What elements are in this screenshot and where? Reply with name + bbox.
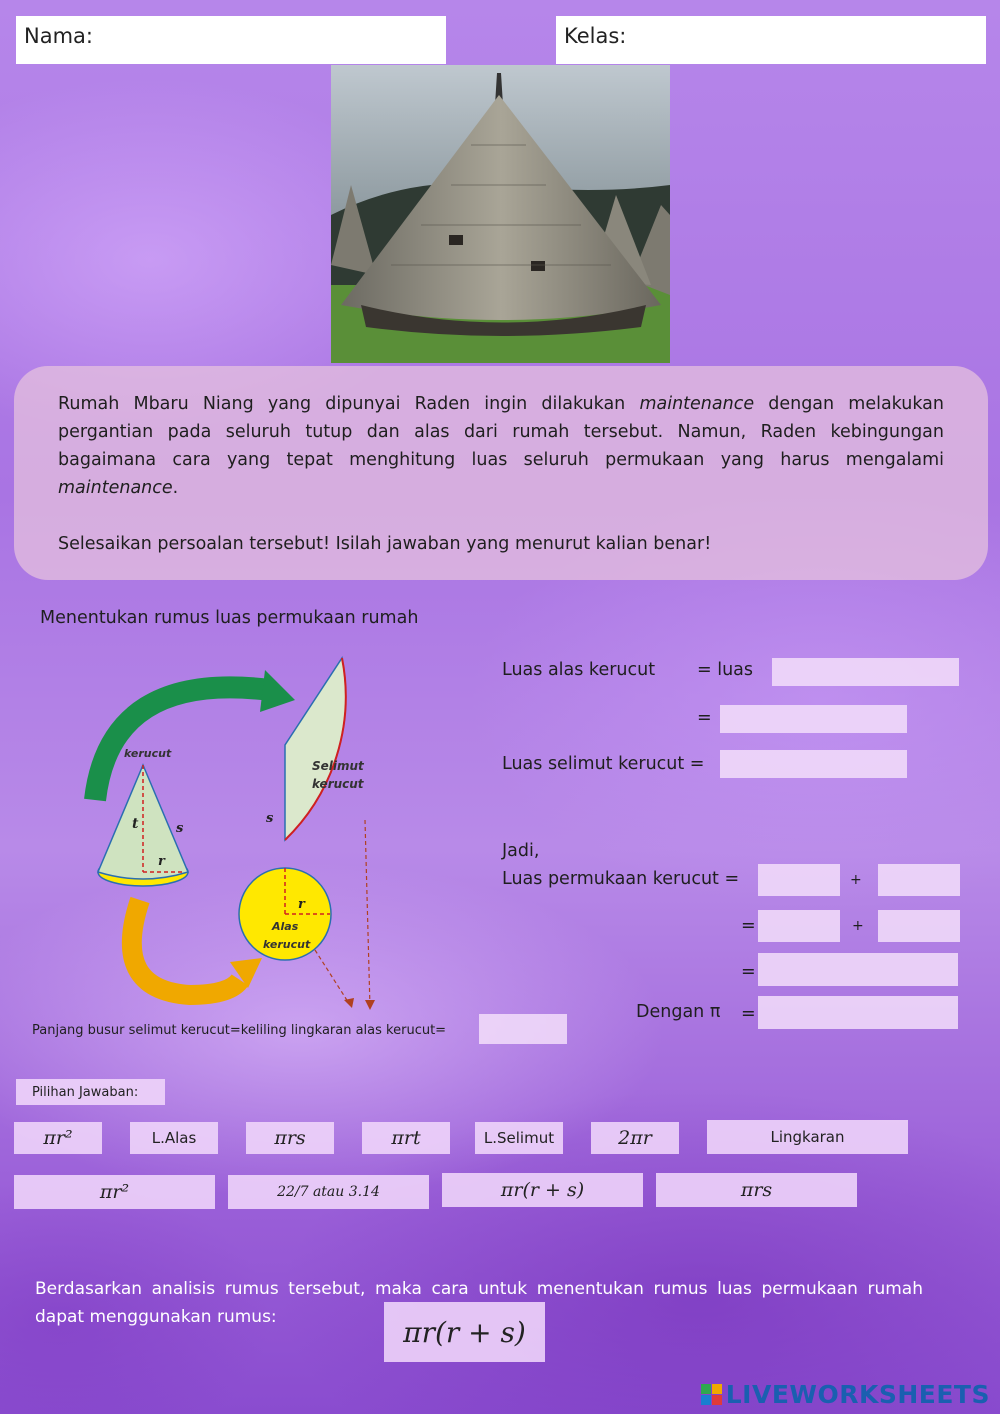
svg-text:r: r bbox=[298, 897, 305, 912]
answer-choices-title: Pilihan Jawaban: bbox=[16, 1079, 165, 1105]
pi-value-input[interactable] bbox=[758, 996, 958, 1029]
conclusion-text: Berdasarkan analisis rumus tersebut, maka cara untuk menentukan rumus luas permukaan rumah dapat menggunakan rumus: bbox=[35, 1279, 923, 1327]
permukaan-input-3[interactable] bbox=[758, 953, 958, 986]
svg-text:s: s bbox=[176, 821, 184, 836]
answer-option[interactable]: L.Alas bbox=[130, 1122, 218, 1154]
instruction-text: Selesaikan persoalan tersebut! Isilah jawaban yang menurut kalian benar! bbox=[58, 534, 712, 554]
answer-option[interactable]: 2πr bbox=[591, 1122, 679, 1154]
answer-option[interactable]: πrs bbox=[246, 1122, 334, 1154]
busur-input[interactable] bbox=[479, 1014, 567, 1044]
equals-sign: = bbox=[697, 708, 712, 728]
story-box bbox=[14, 366, 988, 580]
cone-net-diagram bbox=[80, 650, 410, 1020]
luas-alas-input-1[interactable] bbox=[772, 658, 959, 686]
answer-option[interactable]: πr² bbox=[14, 1122, 102, 1154]
answer-option[interactable]: πr² bbox=[14, 1175, 215, 1209]
answer-option[interactable]: πrt bbox=[362, 1122, 450, 1154]
svg-text:s: s bbox=[266, 811, 274, 826]
svg-text:Selimut: Selimut bbox=[312, 759, 364, 773]
plus-sign: + bbox=[852, 918, 864, 934]
mbaru-niang-photo bbox=[331, 65, 670, 363]
plus-sign: + bbox=[850, 872, 862, 888]
name-field[interactable] bbox=[16, 16, 446, 64]
luas-alas-input-2[interactable] bbox=[720, 705, 907, 733]
luas-selimut-label: Luas selimut kerucut = bbox=[502, 754, 705, 774]
equals-sign: = bbox=[741, 916, 756, 936]
permukaan-input-1b[interactable] bbox=[878, 864, 960, 896]
story-paragraph: Rumah Mbaru Niang yang dipunyai Raden ingin dilakukan maintenance dengan melakukan pergantian pada seluruh tutup dan alas dari rumah tersebut. Namun, Raden kebingungan bagaimana cara yang tepat menghitung luas seluruh permukaan yang harus mengalami maintenance. bbox=[58, 394, 945, 498]
class-label: Kelas: bbox=[564, 24, 627, 48]
svg-text:Alas: Alas bbox=[272, 920, 299, 933]
answer-option[interactable]: L.Selimut bbox=[475, 1122, 563, 1154]
permukaan-input-2a[interactable] bbox=[758, 910, 840, 942]
dengan-pi-label: Dengan π bbox=[636, 1002, 721, 1022]
luas-selimut-input[interactable] bbox=[720, 750, 907, 778]
svg-text:kerucut: kerucut bbox=[263, 938, 311, 951]
orange-arrow-icon bbox=[132, 900, 240, 995]
busur-label: Panjang busur selimut kerucut=keliling lingkaran alas kerucut= bbox=[32, 1023, 447, 1038]
svg-text:kerucut: kerucut bbox=[312, 777, 364, 791]
luas-alas-label: Luas alas kerucut bbox=[502, 660, 656, 680]
svg-text:kerucut: kerucut bbox=[124, 747, 172, 760]
equals-luas-label: = luas bbox=[697, 660, 754, 680]
liveworksheets-logo: LIVEWORKSHEETS bbox=[701, 1380, 990, 1409]
permukaan-input-1a[interactable] bbox=[758, 864, 840, 896]
answer-option[interactable]: 22/7 atau 3.14 bbox=[228, 1175, 429, 1209]
conclusion-answer-field[interactable]: πr(r + s) bbox=[384, 1302, 545, 1362]
equals-sign: = bbox=[741, 962, 756, 982]
name-label: Nama: bbox=[24, 24, 93, 48]
permukaan-input-2b[interactable] bbox=[878, 910, 960, 942]
answer-option[interactable]: Lingkaran bbox=[707, 1120, 908, 1154]
class-field[interactable] bbox=[556, 16, 986, 64]
equals-sign: = bbox=[741, 1004, 756, 1024]
svg-text:t: t bbox=[132, 816, 139, 832]
answer-option[interactable]: πrs bbox=[656, 1173, 857, 1207]
answer-option[interactable]: πr(r + s) bbox=[442, 1173, 643, 1207]
green-arrow-icon bbox=[95, 687, 270, 800]
svg-text:r: r bbox=[158, 854, 165, 869]
section-title: Menentukan rumus luas permukaan rumah bbox=[40, 608, 419, 628]
sector-shape bbox=[285, 658, 346, 840]
luas-permukaan-label: Luas permukaan kerucut = bbox=[502, 869, 740, 889]
liveworksheets-logo-icon bbox=[701, 1384, 722, 1405]
jadi-label: Jadi, bbox=[502, 841, 540, 861]
